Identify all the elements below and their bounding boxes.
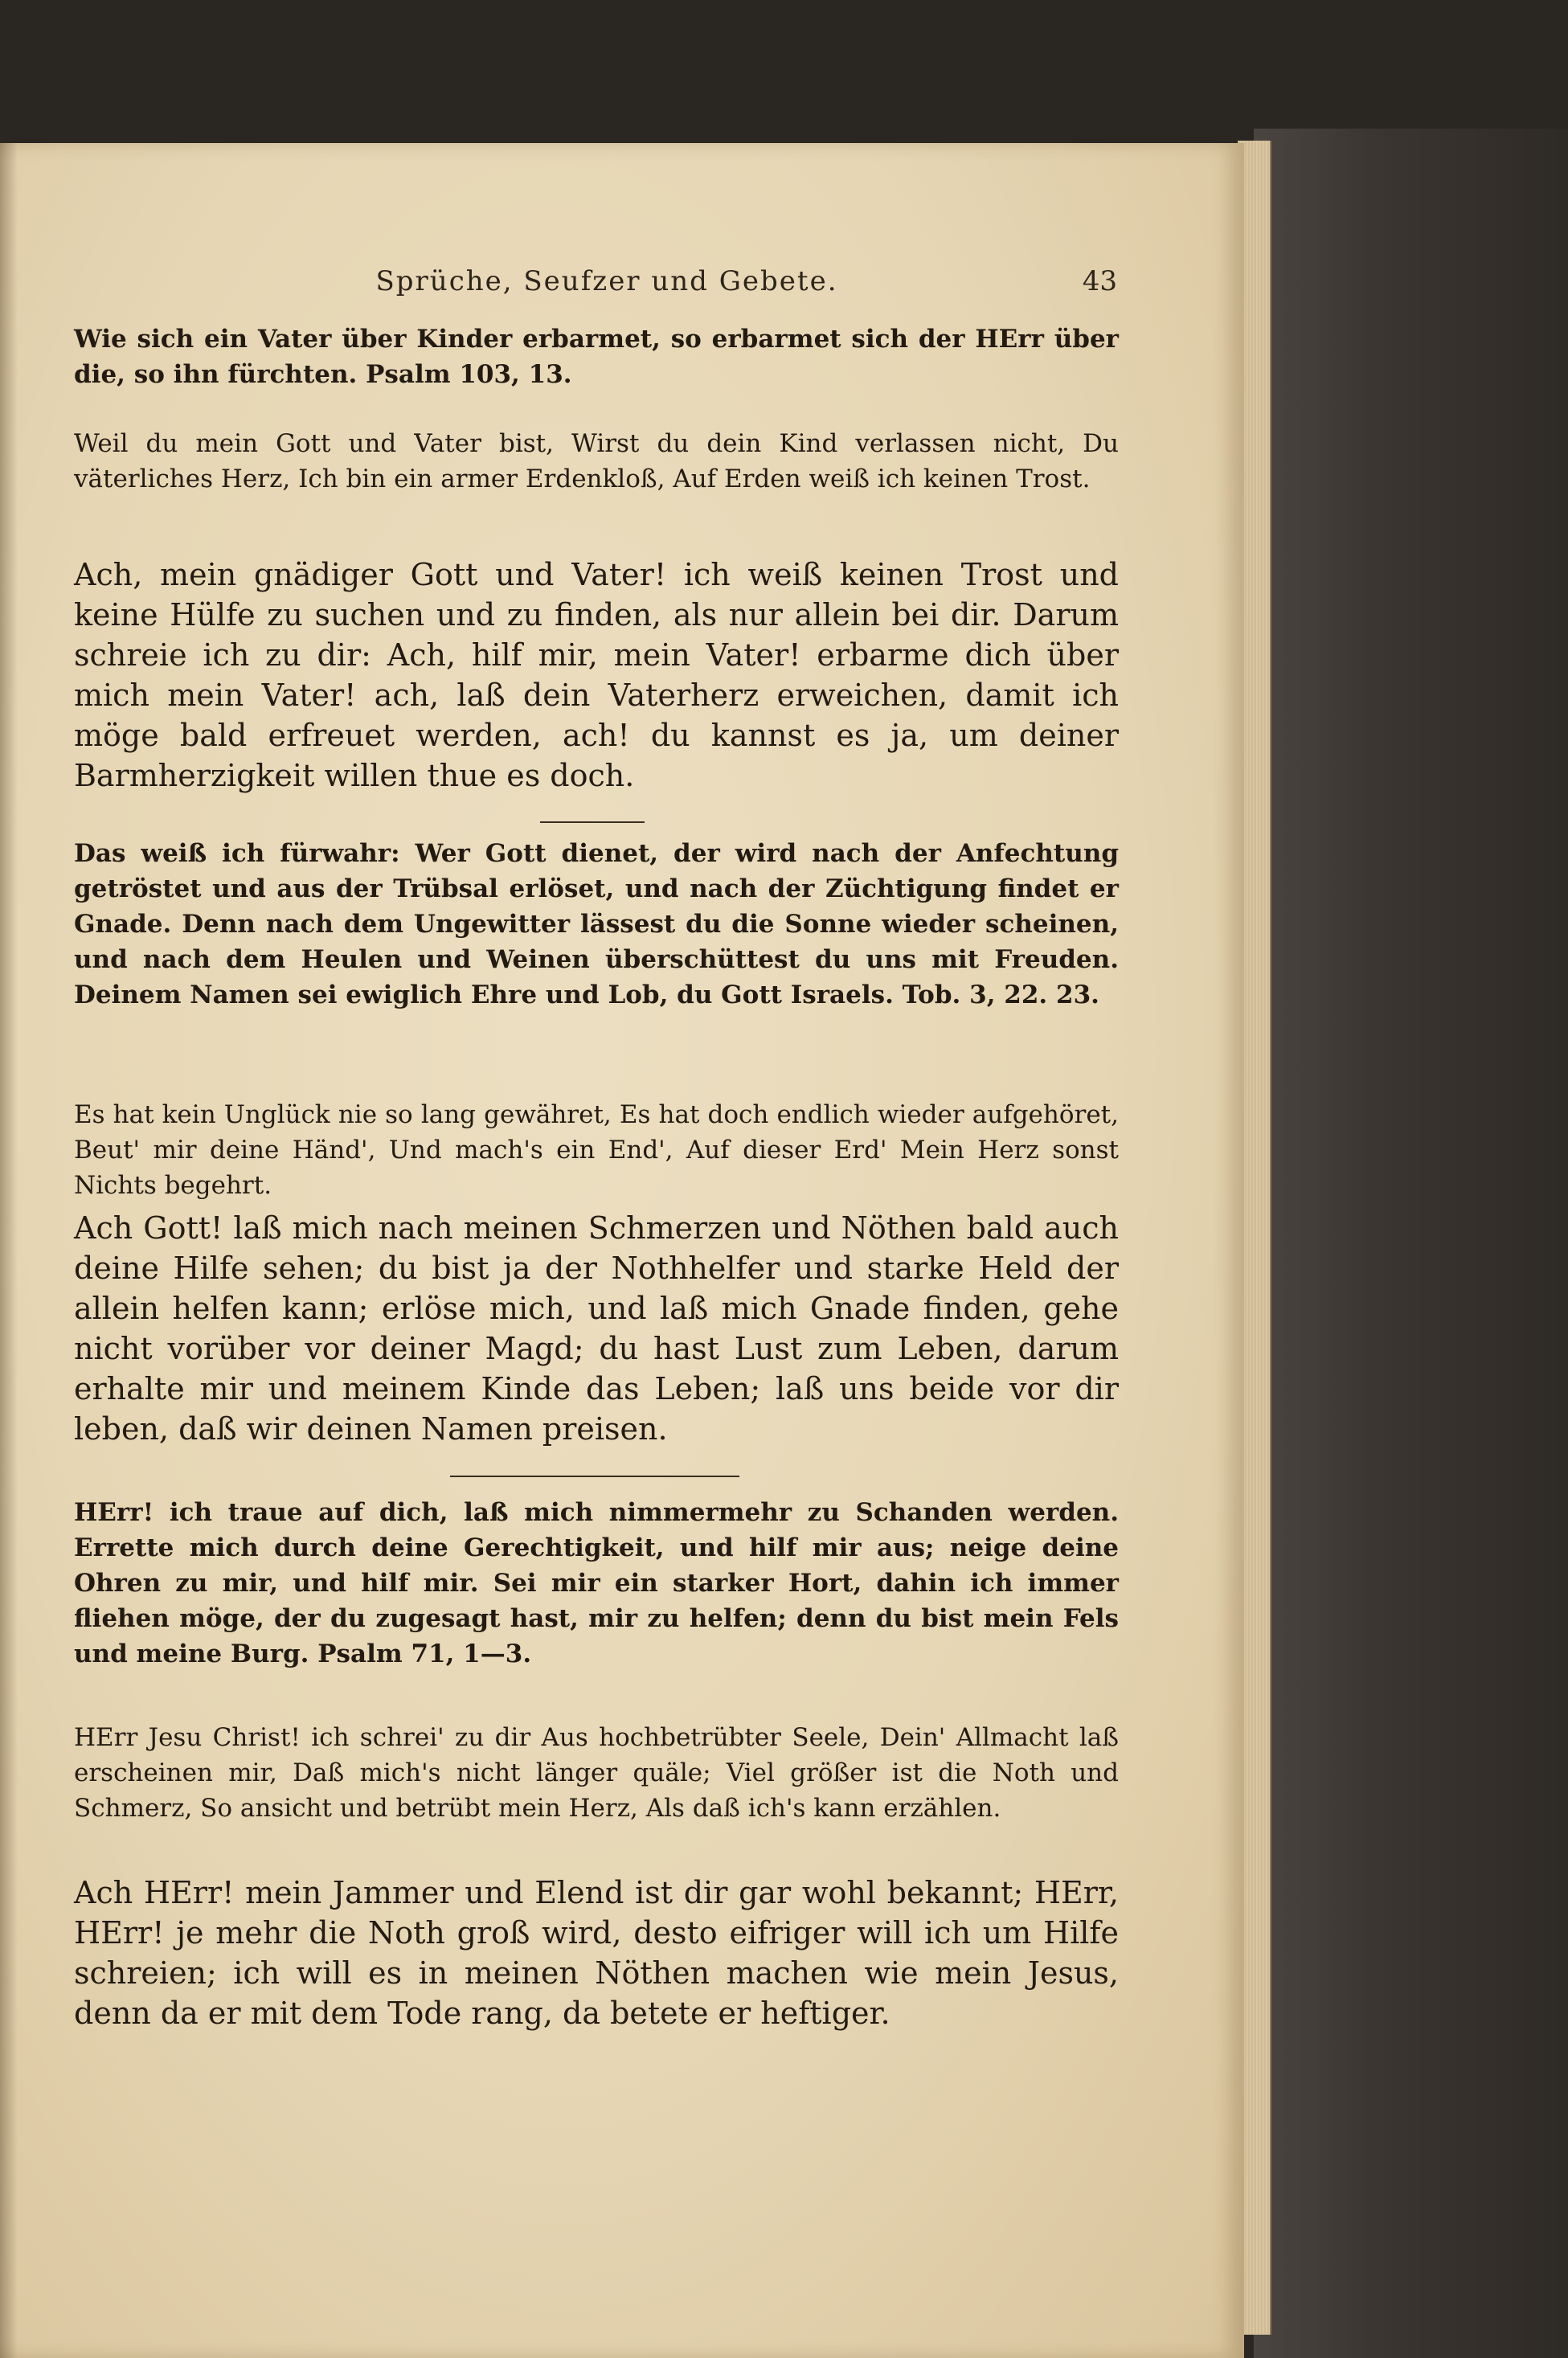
hymn-verse-2: Es hat kein Unglück nie so lang gewähret, Es hat doch endlich wieder aufgehöret, Beut' mir deine Händ', Und mach's ein End', Auf dieser Erd' Mein Herz sonst Nichts begehrt. (74, 1100, 1119, 1200)
section-divider-2 (450, 1476, 739, 1477)
hymn-verse-1: Weil du mein Gott und Vater bist, Wirst du dein Kind verlassen nicht, Du väterliches Herz, Ich bin ein armer Erdenkloß, Auf Erden weiß ich keinen Trost. (74, 429, 1119, 493)
page-number: 43 (1082, 265, 1117, 297)
prayer-paragraph-1: Ach, mein gnädiger Gott und Vater! ich weiß keinen Trost und keine Hülfe zu suchen und zu finden, als nur allein bei dir. Darum schreie ich zu dir: Ach, hilf mir, mein Vater! erbarme dich über mich mein Vater! ach, laß dein Vaterherz erweichen, damit ich möge bald erfreuet werden, ach! du kannst es ja, um deiner Barmherzigkeit willen thue es doch. (74, 557, 1119, 793)
running-title: Sprüche, Seufzer und Gebete. (375, 265, 838, 297)
bible-verse-tobit: Das weiß ich fürwahr: Wer Gott dienet, der wird nach der Anfechtung getröstet und aus der Trübsal erlöset, und nach der Züchtigung findet er Gnade. Denn nach dem Ungewitter lässest du die Sonne wieder scheinen, und nach dem Heulen und Weinen überschüttest du uns mit Freuden. Deinem Namen sei ewiglich Ehre und Lob, du Gott Israels. Tob. 3, 22. 23. (74, 839, 1119, 1009)
bible-verse-psalm-103: Wie sich ein Vater über Kinder erbarmet, so erbarmet sich der HErr über die, so ihn fürchten. Psalm 103, 13. (74, 325, 1119, 389)
prayer-paragraph-2: Ach Gott! laß mich nach meinen Schmerzen und Nöthen bald auch deine Hilfe sehen; du bist ja der Nothhelfer und starke Held der allein helfen kann; erlöse mich, und laß mich Gnade finden, gehe nicht vorüber vor deiner Magd; du hast Lust zum Leben, darum erhalte mir und meinem Kinde das Leben; laß uns beide vor dir leben, daß wir deinen Namen preisen. (74, 1210, 1119, 1447)
spine-shadow (0, 143, 18, 2358)
book-cover-edge (1254, 129, 1568, 2358)
prayer-paragraph-3: Ach HErr! mein Jammer und Elend ist dir gar wohl bekannt; HErr, HErr! je mehr die Noth groß wird, desto eifriger will ich um Hilfe schreien; ich will es in meinen Nöthen machen wie mein Jesus, denn da er mit dem Tode rang, da betete er heftiger. (74, 1875, 1119, 2031)
hymn-verse-3: HErr Jesu Christ! ich schrei' zu dir Aus hochbetrübter Seele, Dein' Allmacht laß erscheinen mir, Daß mich's nicht länger quäle; Viel größer ist die Noth und Schmerz, So ansicht und betrübt mein Herz, Als daß ich's kann erzählen. (74, 1723, 1119, 1823)
bible-verse-psalm-71: HErr! ich traue auf dich, laß mich nimmermehr zu Schanden werden. Errette mich durch deine Gerechtigkeit, und hilf mir aus; neige deine Ohren zu mir, und hilf mir. Sei mir ein starker Hort, dahin ich immer fliehen möge, der du zugesagt hast, mir zu helfen; denn du bist mein Fels und meine Burg. Psalm 71, 1—3. (74, 1498, 1119, 1668)
running-header (366, 265, 1117, 305)
section-divider-1 (540, 821, 645, 823)
